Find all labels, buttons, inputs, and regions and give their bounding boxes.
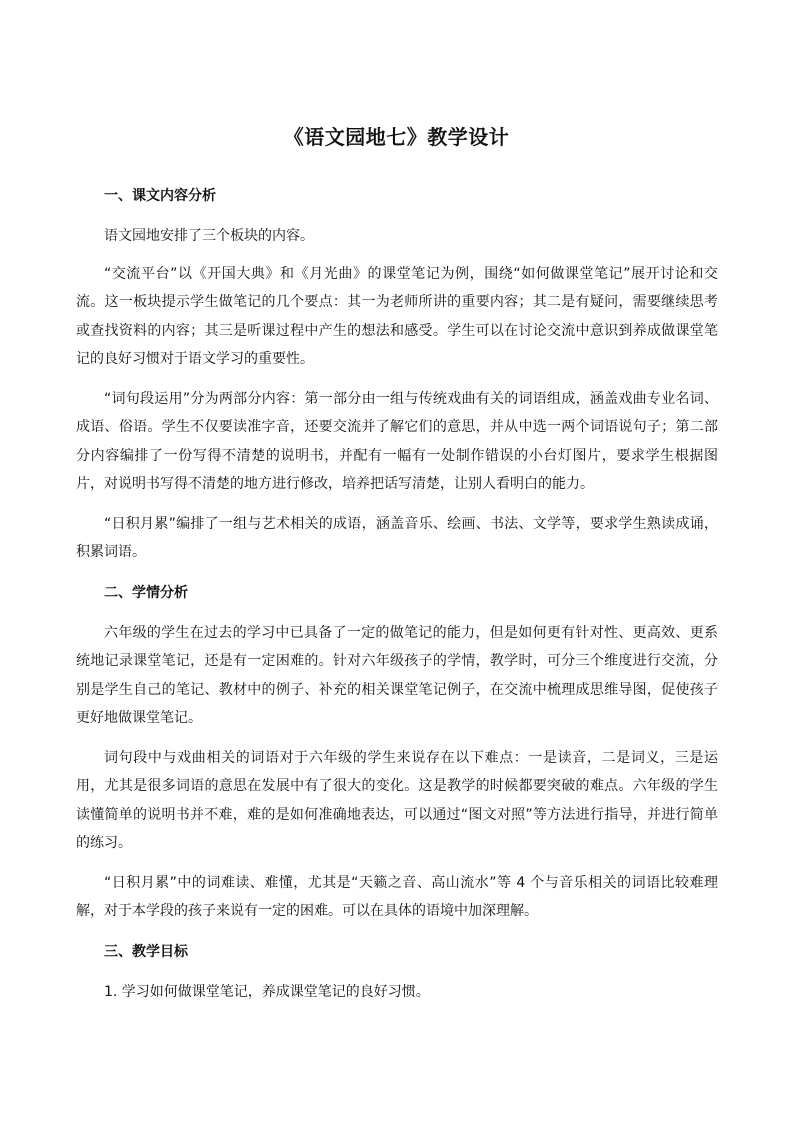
paragraph: 语文园地安排了三个板块的内容。 [104, 228, 314, 244]
section-heading-student-analysis: 二、学情分析 [104, 584, 188, 601]
document-title: 《语文园地七》教学设计 [283, 125, 510, 149]
paragraph: “词句段运用”分为两部分内容：第一部分由一组与传统戏曲有关的词语组成，涵盖戏曲专业名词、成语、俗语。学生不仅要读准字音，还要交流并了解它们的意思，并从中选一两个词语说句子；第二部分内容编排了一份写得不清楚的说明书，并配有一幅有一处制作错误的小台灯图片，要求学生根据图片，对说明书写得不清楚的地方进行修改，培养把话写清楚，让别人看明白的能力。 [76, 390, 718, 492]
paragraph: 六年级的学生在过去的学习中已具备了一定的做笔记的能力，但是如何更有针对性、更高效、更系统地记录课堂笔记，还是有一定困难的。针对六年级孩子的学情，教学时，可分三个维度进行交流，分别是学生自己的笔记、教材中的例子、补充的相关课堂笔记例子，在交流中梳理成思维导图，促使孩子更好地做课堂笔记。 [76, 624, 718, 726]
section-heading-teaching-goals: 三、教学目标 [104, 943, 188, 960]
paragraph: 1. 学习如何做课堂笔记，养成课堂笔记的良好习惯。 [104, 983, 430, 1000]
paragraph: 词句段中与戏曲相关的词语对于六年级的学生来说存在以下难点：一是读音，二是词义，三是运用，尤其是很多词语的意思在发展中有了很大的变化。这是教学的时候都要突破的难点。六年级的学生读懂简单的说明书并不难，难的是如何准确地表达，可以通过“图文对照”等方法进行指导，并进行简单的练习。 [76, 749, 718, 851]
paragraph: “交流平台”以《开国大典》和《月光曲》的课堂笔记为例，围绕“如何做课堂笔记”展开讨论和交流。这一板块提示学生做笔记的几个要点：其一为老师所讲的重要内容；其二是有疑问，需要继续思考或查找资料的内容；其三是听课过程中产生的想法和感受。学生可以在讨论交流中意识到养成做课堂笔记的良好习惯对于语文学习的重要性。 [76, 265, 718, 367]
section-heading-content-analysis: 一、课文内容分析 [104, 188, 216, 204]
paragraph: “日积月累”编排了一组与艺术相关的成语，涵盖音乐、绘画、书法、文学等，要求学生熟读成诵，积累词语。 [76, 515, 718, 560]
paragraph: “日积月累”中的词难读、难懂，尤其是“天籁之音、高山流水”等 4 个与音乐相关的词语比较难理解，对于本学段的孩子来说有一定的困难。可以在具体的语境中加深理解。 [76, 874, 718, 919]
document-body [76, 183, 718, 1017]
